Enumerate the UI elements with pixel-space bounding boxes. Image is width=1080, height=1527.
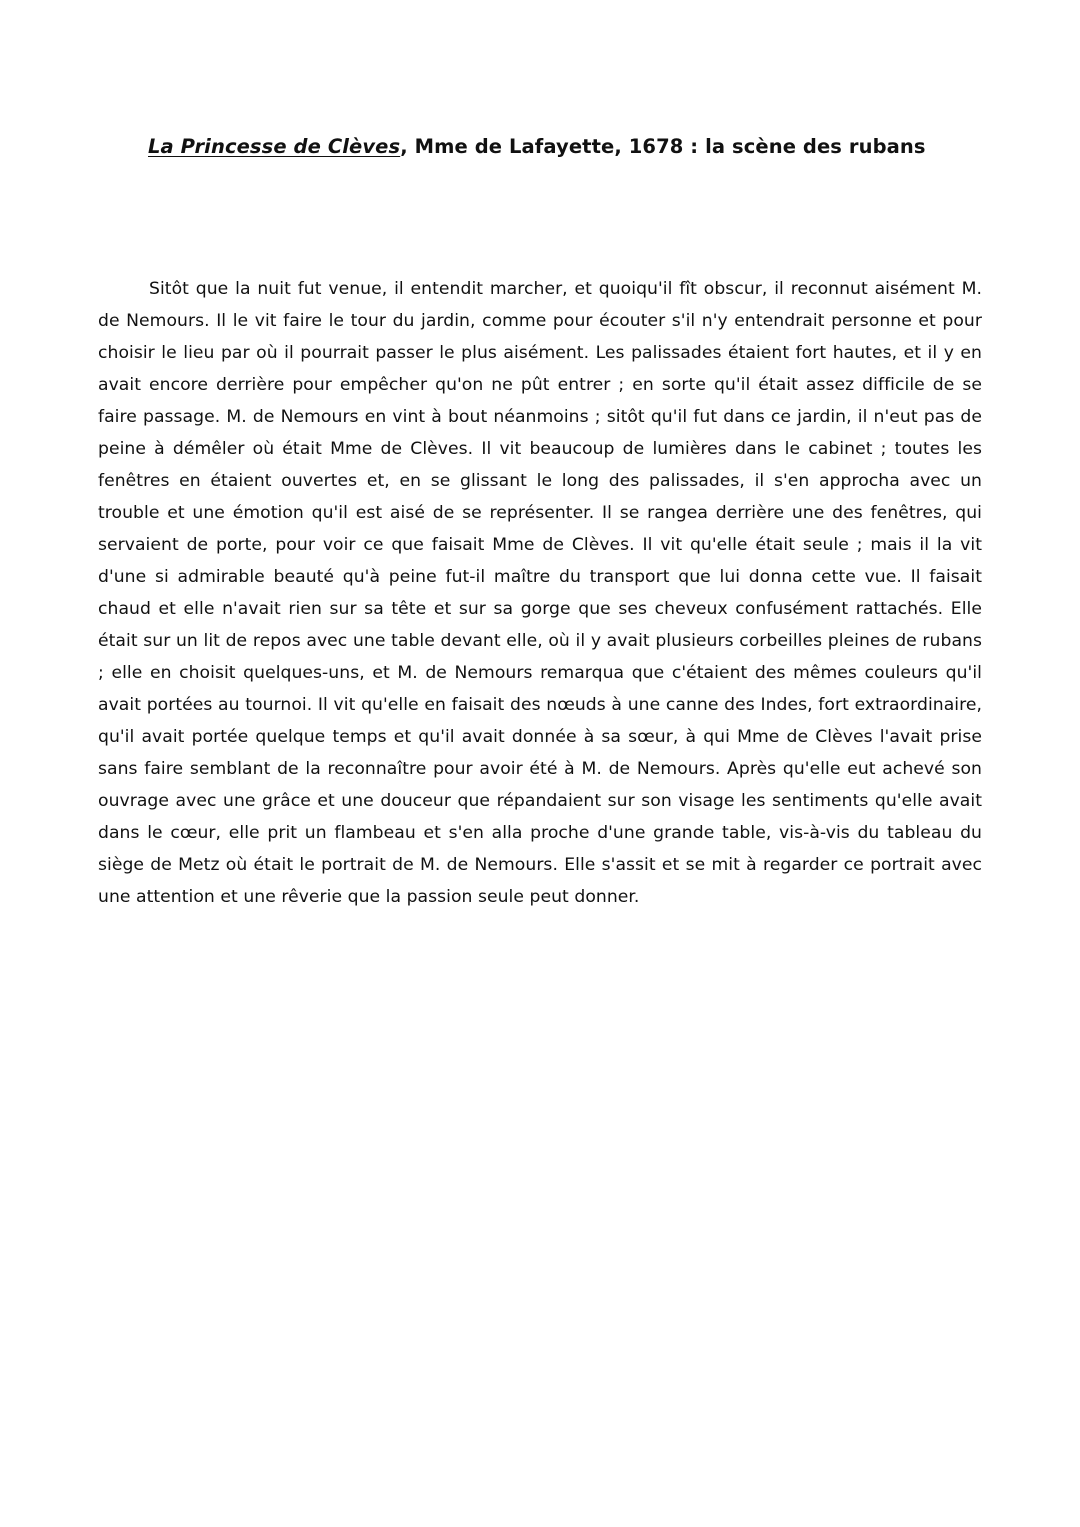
excerpt-paragraph: Sitôt que la nuit fut venue, il entendit marcher, et quoiqu'il fît obscur, il reconnut aisément M. de Nemours. Il le vit faire le tour du jardin, comme pour écouter s'il n'y entendrait personne et pour choisir le lieu par où il pourrait passer le plus aisément. Les palissades étaient fort hautes, et il y en avait encore derrière pour empêcher qu'on ne pût entrer ; en sorte qu'il était assez difficile de se faire passage. M. de Nemours en vint à bout néanmoins ; sitôt qu'il fut dans ce jardin, il n'eut pas de peine à démêler où était Mme de Clèves. Il vit beaucoup de lumières dans le cabinet ; toutes les fenêtres en étaient ouvertes et, en se glissant le long des palissades, il s'en approcha avec un trouble et une émotion qu'il est aisé de se représenter. Il se rangea derrière une des fenêtres, qui servaient de porte, pour voir ce que faisait Mme de Clèves. Il vit qu'elle était seule ; mais il la vit d'une si admirable beauté qu'à peine fut-il maître du transport que lui donna cette vue. Il faisait chaud et elle n'avait rien sur sa tête et sur sa gorge que ses cheveux confusément rattachés. Elle était sur un lit de repos avec une table devant elle, où il y avait plusieurs corbeilles pleines de rubans ; elle en choisit quelques-uns, et M. de Nemours remarqua que c'étaient des mêmes couleurs qu'il avait portées au tournoi. Il vit qu'elle en faisait des nœuds à une canne des Indes, fort extraordinaire, qu'il avait portée quelque temps et qu'il avait donnée à sa sœur, à qui Mme de Clèves l'avait prise sans faire semblant de la reconnaître pour avoir été à M. de Nemours. Après qu'elle eut achevé son ouvrage avec une grâce et une douceur que répandaient sur son visage les sentiments qu'elle avait dans le cœur, elle prit un flambeau et s'en alla proche d'une grande table, vis-à-vis du tableau du siège de Metz où était le portrait de M. de Nemours. Elle s'assit et se mit à regarder ce portrait avec une attention et une rêverie que la passion seule peut donner.: [98, 279, 982, 907]
document-title: [148, 132, 948, 162]
title-author-date-subject: , Mme de Lafayette, 1678 : la scène des rubans: [400, 135, 926, 158]
work-title: La Princesse de Clèves: [148, 135, 401, 158]
